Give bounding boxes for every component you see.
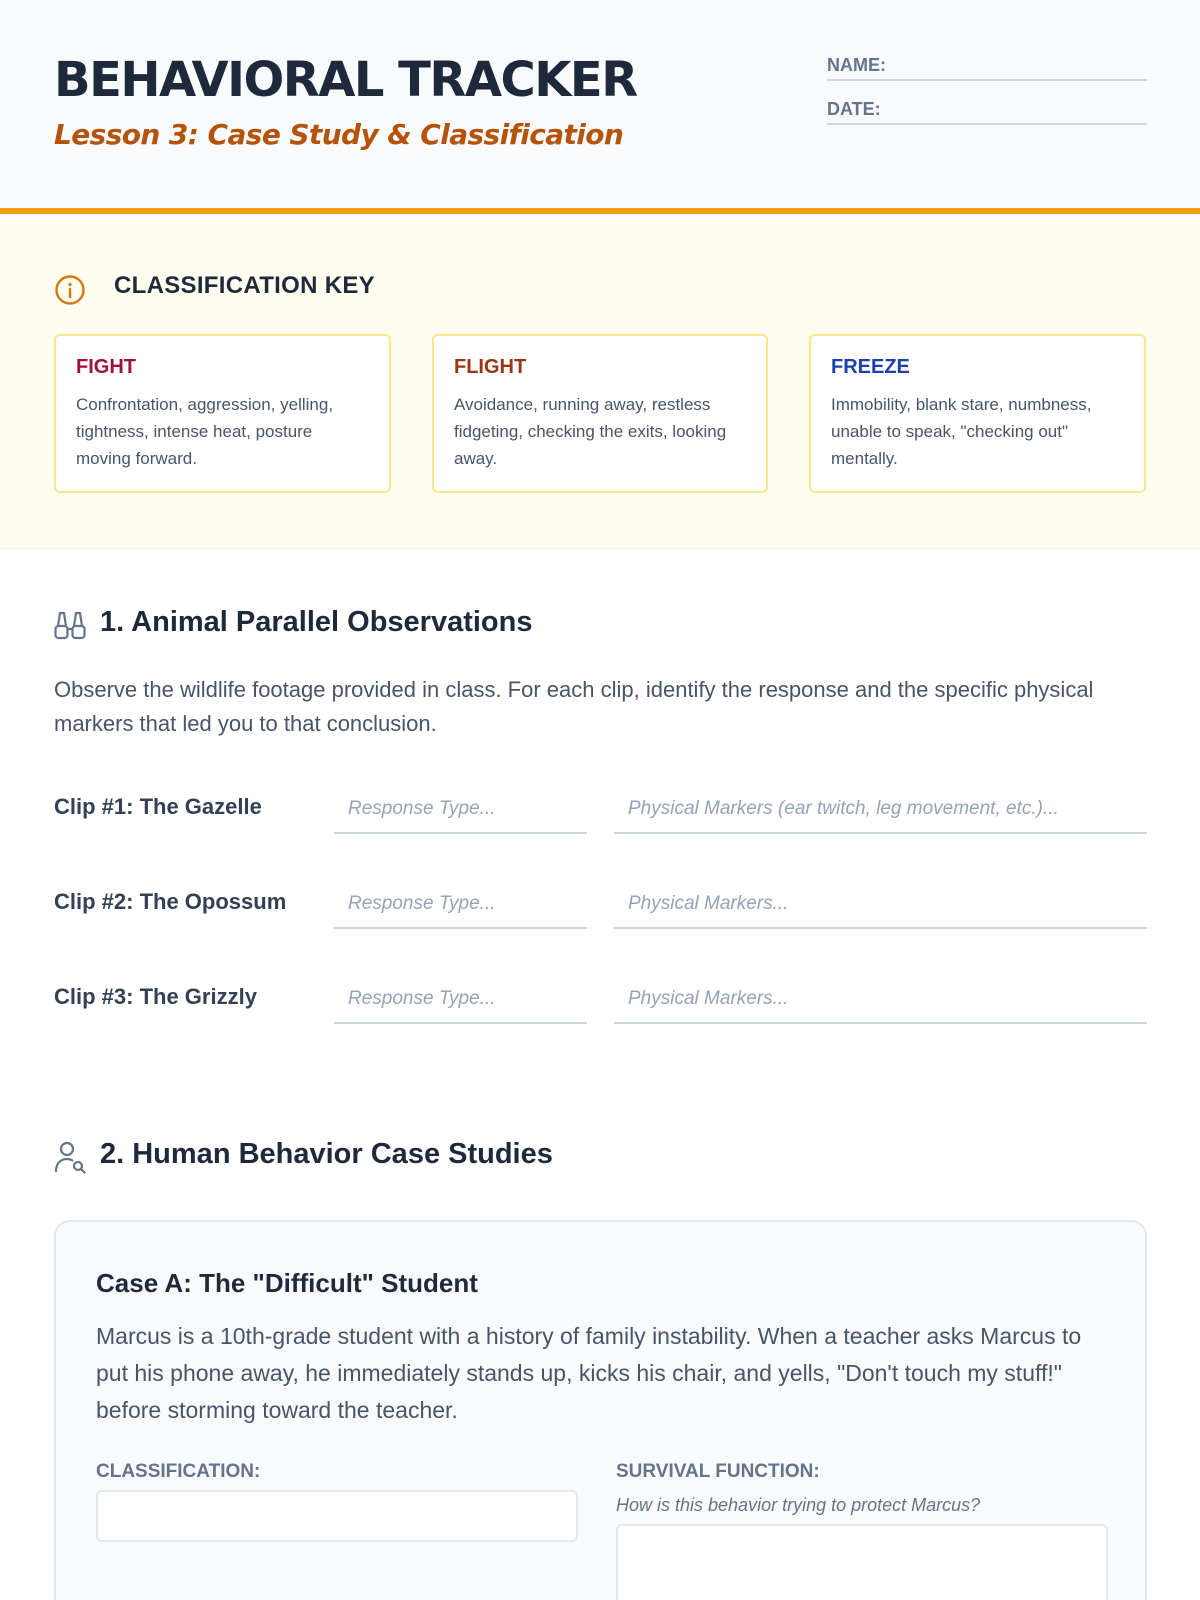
name-label: NAME:	[827, 55, 886, 75]
info-circle-icon	[54, 274, 86, 306]
section-intro: Observe the wildlife footage provided in class. For each clip, identify the response and the specific physical markers that led you to that conclusion.	[54, 677, 1094, 736]
key-card-desc: Confrontation, aggression, yelling, tightness, intense heat, posture moving forward.	[76, 395, 334, 468]
response-type-input[interactable]	[334, 786, 587, 834]
case-description: Marcus is a 10th-grade student with a history of family instability. When a teacher asks Marcus to put his phone away, he immediately stands up, kicks his chair, and yells, "Don't touch my stuff!" before storming toward the teacher.	[96, 1323, 1082, 1423]
clip-label: Clip #1: The Gazelle	[54, 794, 262, 819]
response-type-input[interactable]	[334, 976, 587, 1024]
classification-input[interactable]	[96, 1490, 578, 1542]
case-study-card	[54, 1220, 1147, 1600]
binoculars-icon	[53, 608, 87, 642]
key-card-freeze	[809, 334, 1146, 493]
case-title: Case A: The "Difficult" Student	[96, 1268, 478, 1298]
key-card-desc: Immobility, blank stare, numbness, unable to speak, "checking out" mentally.	[831, 395, 1092, 468]
key-card-title: FLIGHT	[454, 356, 527, 378]
date-label: DATE:	[827, 99, 881, 119]
key-card-title: FREEZE	[831, 356, 910, 378]
survival-function-label: SURVIVAL FUNCTION:	[616, 1461, 820, 1482]
key-card-desc: Avoidance, running away, restless fidgeting, checking the exits, looking away.	[454, 395, 727, 468]
user-search-icon	[53, 1140, 87, 1174]
survival-function-hint: How is this behavior trying to protect Marcus?	[616, 1495, 981, 1515]
physical-markers-input[interactable]	[614, 786, 1147, 834]
clip-label: Clip #3: The Grizzly	[54, 984, 257, 1009]
response-type-input[interactable]	[334, 881, 587, 929]
date-field[interactable]	[827, 99, 1147, 125]
page-subtitle: Lesson 3: Case Study & Classification	[54, 118, 624, 151]
page-title: BEHAVIORAL TRACKER	[54, 52, 637, 108]
name-field[interactable]	[827, 55, 1147, 81]
key-card-title: FIGHT	[76, 356, 136, 378]
worksheet-header	[0, 0, 1200, 214]
section-title: 2. Human Behavior Case Studies	[100, 1138, 553, 1170]
survival-function-textarea[interactable]	[616, 1524, 1108, 1600]
physical-markers-input[interactable]	[614, 976, 1147, 1024]
clip-label: Clip #2: The Opossum	[54, 889, 287, 914]
section-title: 1. Animal Parallel Observations	[100, 606, 533, 638]
classification-key-title: CLASSIFICATION KEY	[114, 272, 375, 299]
classification-label: CLASSIFICATION:	[96, 1461, 261, 1482]
key-card-fight	[54, 334, 391, 493]
key-card-flight	[432, 334, 768, 493]
physical-markers-input[interactable]	[614, 881, 1147, 929]
classification-key	[0, 220, 1200, 549]
